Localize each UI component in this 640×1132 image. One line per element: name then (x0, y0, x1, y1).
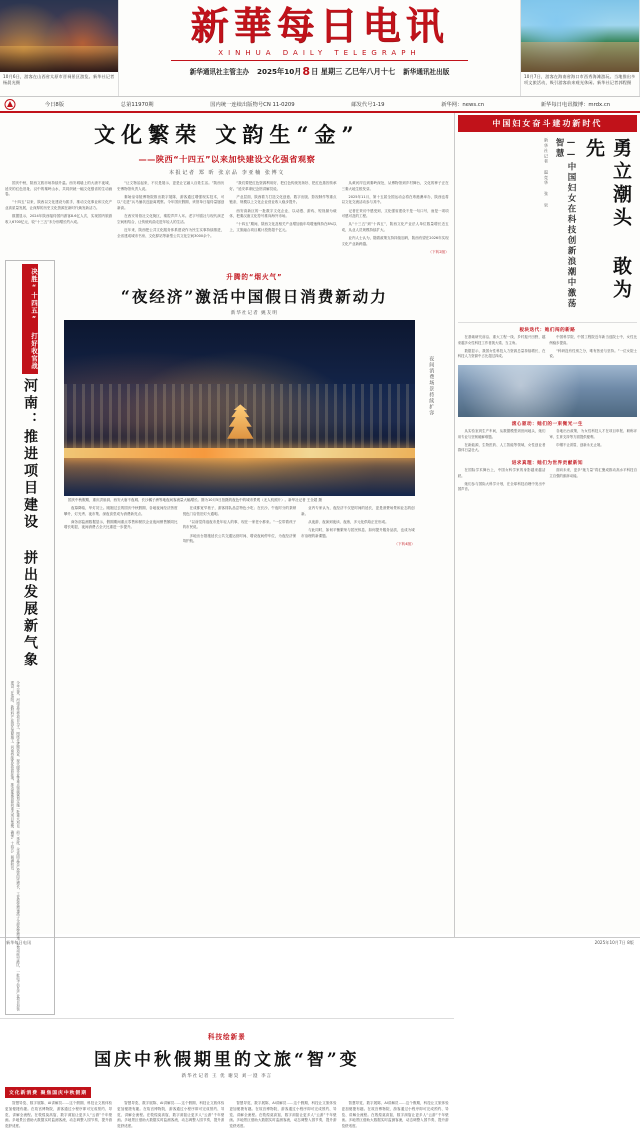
masthead-subtitle: XINHUA DAILY TELEGRAPH (218, 48, 421, 57)
lead-headline: 文化繁荣 文韵生“金” (94, 122, 360, 147)
paragraph: 智慧导览、数字展陈、AI讲解员……这个假期，科技让文旅体验更加便捷有趣。在故宫博物院，游客通过小程序即可完成预约、导览、讲解全流程。在敦煌莫高窟，数字洞窟让更多人“云游”千年壁画。多地景区借助大数据实时监测客流，动态调整入园节奏，提升游览舒适度。 (5, 1101, 113, 1128)
paragraph: 国庆中秋，陕西文旅市场持续升温。西安城墙上的大唐不夜城、延安的红色旧址、汉中的秦岭山水，共同织就一幅文化强省的生动画卷。 (5, 181, 113, 197)
feature1-photo (64, 320, 415, 496)
right-byline: 新华社记者 温竞华 张 泉 (544, 138, 549, 208)
lead-byline: 本报记者 郑 昕 张京品 李亚楠 张博文 (168, 170, 285, 176)
right-column (455, 113, 640, 937)
top-right-caption: 10月7日，游客在海南省海口市西秀海滩游玩。当地推出多项文旅活动，吸引游客前来观光休闲。新华社记者郭程摄 (524, 74, 636, 86)
footer-left: 新华每日电讯 (6, 940, 32, 945)
top-strip (0, 0, 640, 97)
paragraph: 秦始皇帝陵博物院推出数字展陈，游客通过增强现实技术，可以“走进”兵马俑坑近距离观察。今年国庆假期，该馆单日接待量屡创新高。 (117, 194, 225, 211)
top-right-photo (520, 0, 640, 96)
feature2-column-3 (229, 1101, 336, 1132)
right-section-2-cols (458, 429, 637, 456)
photo-water (64, 458, 415, 496)
info-bar (0, 97, 640, 113)
feature1-byline: 新华社记者 姚友明 (230, 311, 278, 317)
henan-badge: 决胜“十四五” 打好收官战 (22, 264, 38, 374)
henan-title: 河南：推进项目建设 拼出发展新气象 (22, 378, 38, 670)
paragraph: “十四五”以来，陕西以文化建设为抓手，推动文化事业和文化产业高质量发展，让深厚的历史文化资源在新时代焕发新活力。 (5, 200, 113, 211)
feature2-kicker: 科技绘新景 (207, 1033, 246, 1042)
feature2-columns (0, 1098, 454, 1132)
paragraph: 在基础研究前沿、重大工程一线、乡村振兴田野，越来越多女性科技工作者挑大梁、当主角。 (457, 335, 546, 345)
feature2-column-2 (117, 1101, 224, 1132)
paragraph: 各地出台政策，为女性科技人才在项目申报、职称评审、生育支持等方面提供便利。 (549, 429, 638, 439)
feature2-header (0, 1018, 454, 1079)
feature1-column-2 (183, 506, 297, 550)
photo-bridge (64, 448, 415, 458)
right-banner: 中国妇女奋斗建功新时代 (458, 115, 637, 132)
paragraph: 产业层面，陕西着力打造文化创意、数字出版、影视制作等重点链条，规模以上文化企业营业收入稳步提升。 (229, 194, 337, 205)
masthead-title: 新華每日电讯 (190, 3, 449, 48)
feature1-column-3 (301, 506, 415, 550)
feature1-title: “夜经济”激活中国假日消费新动力 (120, 287, 388, 307)
paragraph: 巾帼不让须眉，创新永无止境。 (556, 442, 604, 447)
feature1-photo-caption: 国庆中秋假期，重庆洪崖洞、西安大唐不夜城、长沙橘子洲等地夜间客流量大幅增长。图为10月5日拍摄的夜色中的城市景观（无人机照片）。新华社记者 王全超 摄 (68, 498, 322, 503)
photo-beach (521, 0, 639, 72)
paragraph: 面向未来，更多“她力量”将汇聚成推动高水平科技自立自强的澎湃动能。 (549, 468, 638, 478)
info-item: 邮发代号1-19 (351, 102, 385, 108)
paragraph: 从“十三五”到“十四五”，陕西文化产业法人单位数量增长近五成，从业人员规模持续扩大。 (341, 222, 449, 233)
lead-column-1 (5, 181, 112, 258)
paragraph: “以前觉得逛夜市是年轻人的事，现在一家老小都来。”一位带着孩子的市民说。 (182, 519, 297, 530)
lead-column-4 (342, 181, 449, 258)
lead-subheadline: ——陕西“十四五”以来加快建设文化强省观察 (138, 154, 316, 164)
right-col-a (458, 468, 546, 495)
paragraph: 业内人士认为，随着政策支持持续加码，陕西有望在2026年实现文化产业新跨越。 (341, 236, 449, 246)
feature1-side-label: 夜间消费场景持续扩容 (428, 356, 435, 417)
continuation-note: （下转2版） (428, 250, 449, 255)
feature1-column-1 (64, 506, 178, 550)
right-section-heading: 进求真理：她们为世界贡献新知 (511, 461, 584, 467)
masthead-divider (171, 60, 468, 61)
lead-columns (0, 178, 454, 258)
paragraph: 西安高新区的一批数字文化企业，以动漫、游戏、短视频为载体，把秦汉唐文化符号推向海外市场。 (229, 208, 337, 219)
henan-sidebar (5, 260, 55, 1015)
paragraph: 多地出台措施延长公共交通运营时间、增设夜间停车位，为夜经济保驾护航。 (182, 533, 297, 544)
paragraph: 数据显示，我国女性科技人力资源总量持续增长，在科技人力资源中占比超过四成。 (457, 348, 546, 359)
paragraph: 记者在采访中感受到，文化强省建设不是一句口号，而是一项项可感可及的工程。 (341, 208, 449, 219)
right-subtitle: ——中国妇女在科技创新浪潮中激荡智慧 (554, 138, 576, 309)
date-prefix: 2025年10月 (257, 66, 302, 76)
paragraph: “科研没有性别之分，唯有热爱与坚持。”一位女院士说。 (549, 348, 638, 359)
paragraph: 夜幕降临，华灯初上。刚刚过去的国庆中秋假期，各地夜间经济热度攀升，灯光秀、夜市集、深夜食堂成为消费新亮点。 (64, 505, 178, 516)
feature1-kicker: 升腾的“烟火气” (226, 273, 283, 282)
feature2-byline: 新华社记者 王 优 谢昊 刘一澄 李言 (181, 1074, 273, 1080)
masthead-issuer: 新华通讯社出版 (403, 68, 450, 77)
right-title-wrap (458, 132, 637, 323)
feature2-column-4 (342, 1101, 449, 1132)
photo-jinci (0, 0, 118, 72)
feature1-header (60, 260, 449, 316)
info-item: 新华每日电讯微博：mrdx.cn (540, 102, 611, 108)
paragraph: 在西安易俗社文化街区，秦腔声声入耳。老字号剧社与现代演艺空间相结合，让传统戏曲走进年轻人的生活。 (117, 214, 225, 224)
paragraph: 近年来，陕西把公共文化服务体系建设作为民生实事持续推进，全省建成城市书房、文化驿站等新型公共文化空间3000余个。 (117, 228, 225, 238)
right-col-a (458, 335, 546, 362)
date-suffix: 日 星期三 乙巳年八月十七 (311, 66, 396, 76)
masthead-date (257, 65, 395, 78)
paragraph: “十四五”期间，陕西文化及相关产业增加值年均增速保持在8%以上，文旅融合项目累计投资超千亿元。 (229, 222, 337, 233)
paragraph: “让文物活起来，不仅是展示，更是让它融入百姓生活。”陕西历史博物馆负责人说。 (117, 181, 225, 191)
right-section-1-cols (458, 335, 637, 362)
feature2-column-1 (5, 1101, 112, 1132)
info-item: 国内统一连续出版物号CN 11-0209 (210, 102, 295, 108)
paragraph: 在国际学术舞台上，中国女科学家的身影越来越活跃。 (457, 468, 546, 478)
right-title: 勇立潮头 敢为先 (583, 138, 632, 302)
paragraph: 2025年11月，第十五届全国运动会将在粤港澳举办，陕西也将以文化交流活动参与其中。 (341, 194, 449, 205)
masthead-info (119, 65, 520, 78)
henan-text: 今年以来，河南省坚持项目为王，围绕先进制造业、现代服务业等重点领域谋划实施一批重大项目。前三季度，全省固定资产投资同比增长，工业投资增速高于全部投资增速。在郑州航空港区，一批电子信息产业项目加快建设；在洛阳，新材料产业园区加紧施工。河南持续优化营商环境，推动要素资源向重大项目集聚，确保“十四五”圆满收官。 (9, 681, 20, 1012)
feature1-columns (64, 506, 415, 550)
mid-row (0, 258, 454, 1015)
right-section-3-cols (458, 468, 637, 495)
paragraph: 数据显示，2024年陕西接待国内游客8.6亿人次，实现国内旅游收入6700亿元，较“十三五”末分别增长约六成。 (5, 214, 113, 224)
right-section-heading: 板块迭代：她们闯的新路 (519, 328, 576, 333)
right-col-b (549, 468, 637, 495)
xinhua-logo-icon (2, 98, 18, 111)
paragraph: 与此同时，如何平衡繁荣与居民休息、如何提升服务品质，也成为城市治理的新课题。 (301, 527, 415, 538)
lead-column-3 (229, 181, 336, 258)
feature1-side-label-wrap (419, 316, 445, 556)
feature2-redbar: 文化新消费 聚焦国庆中秋假期 (5, 1087, 91, 1098)
date-day: 8 (302, 64, 311, 78)
right-photo (458, 365, 637, 417)
paragraph: 智慧导览、数字展陈、AI讲解员……这个假期，科技让文旅体验更加便捷有趣。在故宫博物院，游客通过小程序即可完成预约、导览、讲解全流程。在敦煌莫高窟，数字洞窟让更多人“云游”千年壁画。多地景区借助大数据实时监测客流，动态调整入园节奏，提升游览舒适度。 (341, 1101, 449, 1128)
paragraph: 智慧导览、数字展陈、AI讲解员……这个假期，科技让文旅体验更加便捷有趣。在故宫博物院，游客通过小程序即可完成预约、导览、讲解全流程。在敦煌莫高窟，数字洞窟让更多人“云游”千年壁画。多地景区借助大数据实时监测客流，动态调整入园节奏，提升游览舒适度。 (229, 1101, 337, 1128)
paragraph: 从夜游、夜演到夜读、夜练，多元化供给正在形成。 (308, 519, 389, 524)
masthead-publisher: 新华通讯社主管主办 (189, 68, 250, 77)
info-item: 总第11970期 (120, 102, 154, 108)
top-left-photo (0, 0, 119, 96)
paragraph: 在成都宽窄巷子，游客排队品尝特色小吃；在长沙，午夜时分的茶颜悦色门店依旧灯火通明。 (182, 505, 297, 516)
paragraph: 从实验室到生产车间，从数据模型到田间地头，她们用专业与坚韧破解难题。 (457, 429, 546, 439)
paragraph: 中国科学院、中国工程院近年新当选院士中，女性比例稳步提高。 (549, 335, 638, 345)
lead-column-2 (117, 181, 224, 258)
paragraph: 她们参与国际大科学计划，在全球科技治理中发出中国声音。 (457, 481, 546, 492)
paragraph: 商务部监测数据显示，假期期间重点零售和餐饮企业夜间销售额同比增长明显，夜间消费占全天比重进一步提升。 (64, 519, 178, 530)
paragraph: 在新能源、生物医药、人工智能等领域，女性创业者群体日益壮大。 (457, 442, 546, 453)
lead-headline-block (0, 113, 454, 178)
right-col-b (549, 429, 637, 456)
right-col-a (458, 429, 546, 456)
top-left-caption: 10月6日，游客在山西省太原市晋祠景区游览。新华社记者杨晨光摄 (3, 74, 115, 86)
feature2-title: 国庆中秋假期里的文旅“智”变 (94, 1050, 360, 1071)
paragraph: 业内专家认为，夜经济不仅是时间的延长，更是消费场景和业态的创新。 (301, 505, 415, 516)
right-section-heading: 滚心驱动：她们的一束微光一生 (511, 422, 584, 428)
footer-right: 2025年10月7日 8版 (594, 940, 634, 945)
masthead (119, 0, 520, 96)
info-bar-items (21, 100, 638, 108)
continuation-note: （下转4版） (394, 541, 415, 546)
right-col-b (549, 335, 637, 362)
paragraph: 从黄河岸边到秦岭深处，从博物馆到乡村舞台，文化的种子正在三秦大地生根发芽。 (341, 181, 449, 191)
paragraph: “我们要把红色资源利用好、把红色传统发扬好、把红色基因传承好。”延安革命纪念馆讲解员说。 (229, 181, 337, 191)
paragraph: 智慧导览、数字展陈、AI讲解员……这个假期，科技让文旅体验更加便捷有趣。在故宫博物院，游客通过小程序即可完成预约、导览、讲解全流程。在敦煌莫高窟，数字洞窟让更多人“云游”千年壁画。多地景区借助大数据实时监测客流，动态调整入园节奏，提升游览舒适度。 (117, 1101, 225, 1128)
info-item: 新华网：news.cn (441, 102, 485, 108)
info-item: 今日8版 (44, 102, 65, 108)
